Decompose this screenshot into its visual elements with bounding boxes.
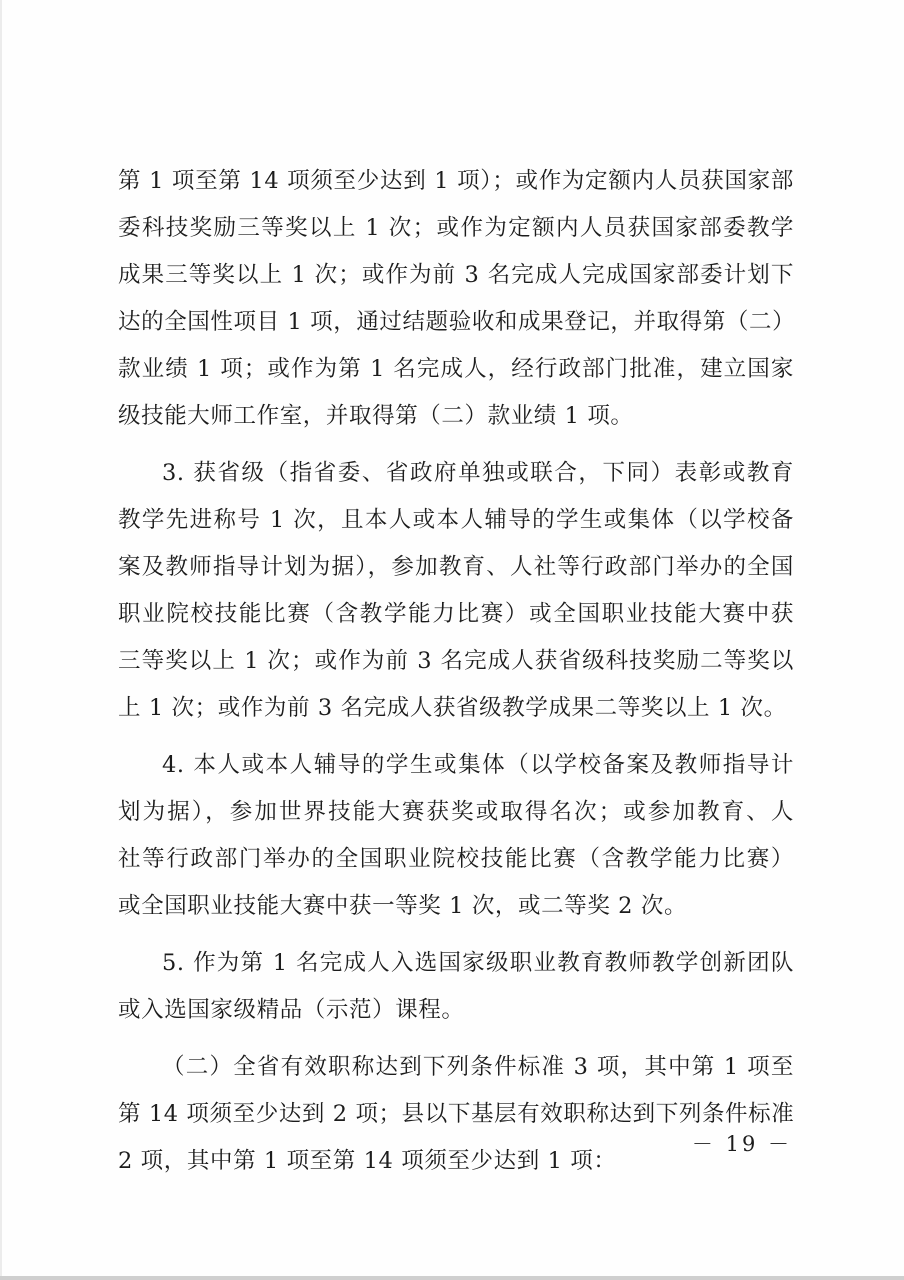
- text-line: 第 1 项至第 14 项须至少达到 1 项）；或作为定额内人员获国家部: [118, 168, 794, 194]
- paragraph-item-5: [118, 940, 794, 1034]
- text-line: （二）全省有效职称达到下列条件标准 3 项，其中第 1 项至: [162, 1054, 794, 1080]
- text-line: 划为据），参加世界技能大赛获奖或取得名次；或参加教育、人: [118, 799, 794, 825]
- text-line: 成果三等奖以上 1 次；或作为前 3 名完成人完成国家部委计划下: [118, 262, 794, 288]
- text-line: 职业院校技能比赛（含教学能力比赛）或全国职业技能大赛中获: [118, 601, 794, 627]
- text-line: 社等行政部门举办的全国职业院校技能比赛（含教学能力比赛）: [118, 846, 794, 872]
- scan-edge-bottom: [0, 1276, 904, 1280]
- text-line: 5. 作为第 1 名完成人入选国家级职业教育教师教学创新团队: [162, 950, 794, 976]
- paragraph-item-4: [118, 742, 794, 930]
- paragraph-gap: [118, 1034, 794, 1044]
- text-line: 案及教师指导计划为据），参加教育、人社等行政部门举办的全国: [118, 554, 794, 580]
- scan-edge-left: [0, 0, 2, 1280]
- text-line: 款业绩 1 项；或作为第 1 名完成人，经行政部门批准，建立国家: [118, 356, 794, 382]
- paragraph-continuation: [118, 158, 794, 440]
- text-line: 或入选国家级精品（示范）课程。: [118, 997, 465, 1023]
- paragraph-item-3: [118, 450, 794, 732]
- text-line: 委科技奖励三等奖以上 1 次；或作为定额内人员获国家部委教学: [118, 215, 794, 241]
- text-line: 级技能大师工作室，并取得第（二）款业绩 1 项。: [118, 403, 634, 429]
- paragraph-gap: [118, 440, 794, 450]
- text-line: 第 14 项须至少达到 2 项；县以下基层有效职称达到下列条件标准: [118, 1101, 795, 1127]
- text-line: 三等奖以上 1 次；或作为前 3 名完成人获省级科技奖励二等奖以: [118, 648, 794, 674]
- text-line: 教学先进称号 1 次，且本人或本人辅导的学生或集体（以学校备: [118, 507, 794, 533]
- text-line: 3. 获省级（指省委、省政府单独或联合，下同）表彰或教育: [162, 460, 794, 486]
- text-line: 4. 本人或本人辅导的学生或集体（以学校备案及教师指导计: [162, 752, 794, 778]
- text-line: 2 项，其中第 1 项至第 14 项须至少达到 1 项：: [118, 1148, 617, 1174]
- paragraph-section-2: [118, 1044, 794, 1185]
- paragraph-gap: [118, 930, 794, 940]
- paragraph-gap: [118, 732, 794, 742]
- text-line: 上 1 次；或作为前 3 名完成人获省级教学成果二等奖以上 1 次。: [118, 695, 787, 721]
- page-number: － 19 －: [691, 1132, 792, 1156]
- text-line: 达的全国性项目 1 项，通过结题验收和成果登记，并取得第（二）: [118, 309, 796, 335]
- text-line: 或全国职业技能大赛中获一等奖 1 次，或二等奖 2 次。: [118, 893, 688, 919]
- body-text: [118, 158, 794, 1185]
